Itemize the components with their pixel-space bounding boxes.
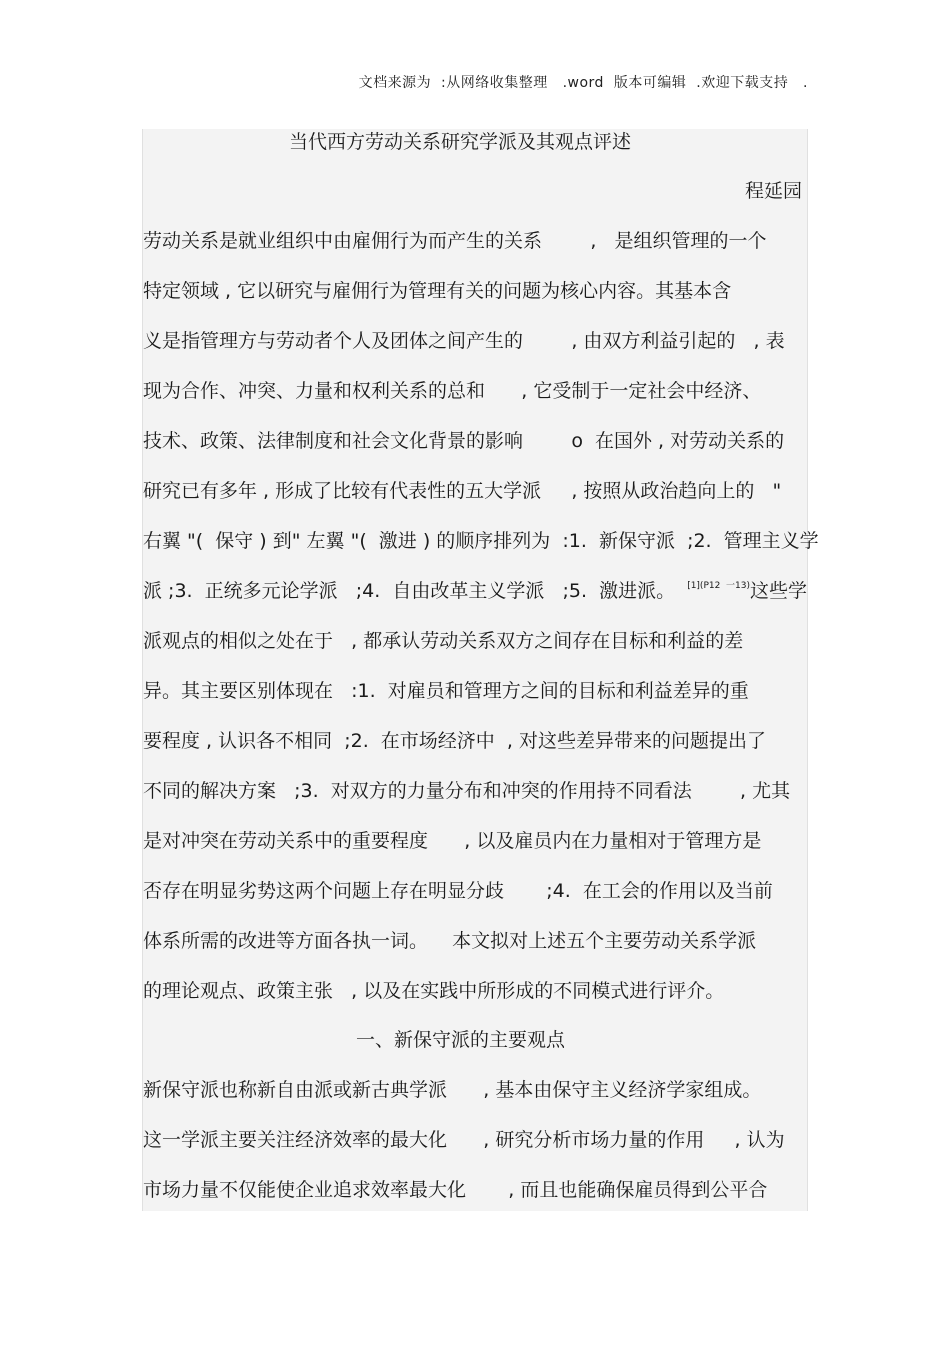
paragraph-line: 右翼 "( 保守 ) 到" 左翼 "( 激进 ) 的顺序排列为 :1. 新保守派 ;2. 管理主义学	[143, 530, 819, 552]
citation-marker: [1](P12 一13)	[687, 581, 751, 591]
paragraph-line: 研究已有多年 , 形成了比较有代表性的五大学派 , 按照从政治趋向上的 "	[143, 480, 782, 502]
paragraph-line-with-citation	[143, 577, 807, 605]
paragraph-line: 劳动关系是就业组织中由雇佣行为而产生的关系 , 是组织管理的一个	[143, 230, 767, 252]
paragraph-line: 市场力量不仅能使企业追求效率最大化 , 而且也能确保雇员得到公平合	[143, 1179, 768, 1201]
paragraph-line: 否存在明显劣势这两个问题上存在明显分歧 ;4. 在工会的作用以及当前	[143, 880, 773, 902]
paragraph-line: 体系所需的改进等方面各执一词。 本文拟对上述五个主要劳动关系学派	[143, 930, 757, 952]
paragraph-line: 新保守派也称新自由派或新古典学派 , 基本由保守主义经济学家组成。	[143, 1079, 762, 1101]
paragraph-line-text: 派 ;3. 正统多元论学派 ;4. 自由改革主义学派 ;5. 激进派。	[143, 580, 688, 602]
author-name: 程延园	[744, 180, 802, 202]
paragraph-line: 的理论观点、政策主张 , 以及在实践中所形成的不同模式进行评介。	[143, 980, 725, 1002]
paragraph-line: 义是指管理方与劳动者个人及团体之间产生的 , 由双方利益引起的 , 表	[143, 330, 785, 352]
paragraph-line: 现为合作、冲突、力量和权利关系的总和 , 它受制于一定社会中经济、	[143, 380, 762, 402]
paragraph-line: 不同的解决方案 ;3. 对双方的力量分布和冲突的作用持不同看法 , 尤其	[143, 780, 791, 802]
paragraph-line: 异。其主要区别体现在 :1. 对雇员和管理方之间的目标和利益差异的重	[143, 680, 749, 702]
document-title: 当代西方劳动关系研究学派及其观点评述	[288, 131, 631, 153]
paragraph-line: 特定领域 , 它以研究与雇佣行为管理有关的问题为核心内容。其基本含	[143, 280, 732, 302]
paragraph-line: 技术、政策、法律制度和社会文化背景的影响 o 在国外 , 对劳动关系的	[143, 430, 785, 452]
paragraph-line: 派观点的相似之处在于 , 都承认劳动关系双方之间存在目标和利益的差	[143, 630, 744, 652]
paragraph-line: 要程度 , 认识各不相同 ;2. 在市场经济中 , 对这些差异带来的问题提出了	[143, 730, 766, 752]
source-note: 文档来源为 :从网络收集整理 .word 版本可编辑 .欢迎下载支持 .	[358, 75, 808, 91]
paragraph-line-tail: 这些学	[750, 580, 808, 602]
paragraph-line: 是对冲突在劳动关系中的重要程度 , 以及雇员内在力量相对于管理方是	[143, 830, 762, 852]
section-heading: 一、新保守派的主要观点	[356, 1029, 566, 1051]
paragraph-line: 这一学派主要关注经济效率的最大化 , 研究分析市场力量的作用 , 认为	[143, 1129, 785, 1151]
